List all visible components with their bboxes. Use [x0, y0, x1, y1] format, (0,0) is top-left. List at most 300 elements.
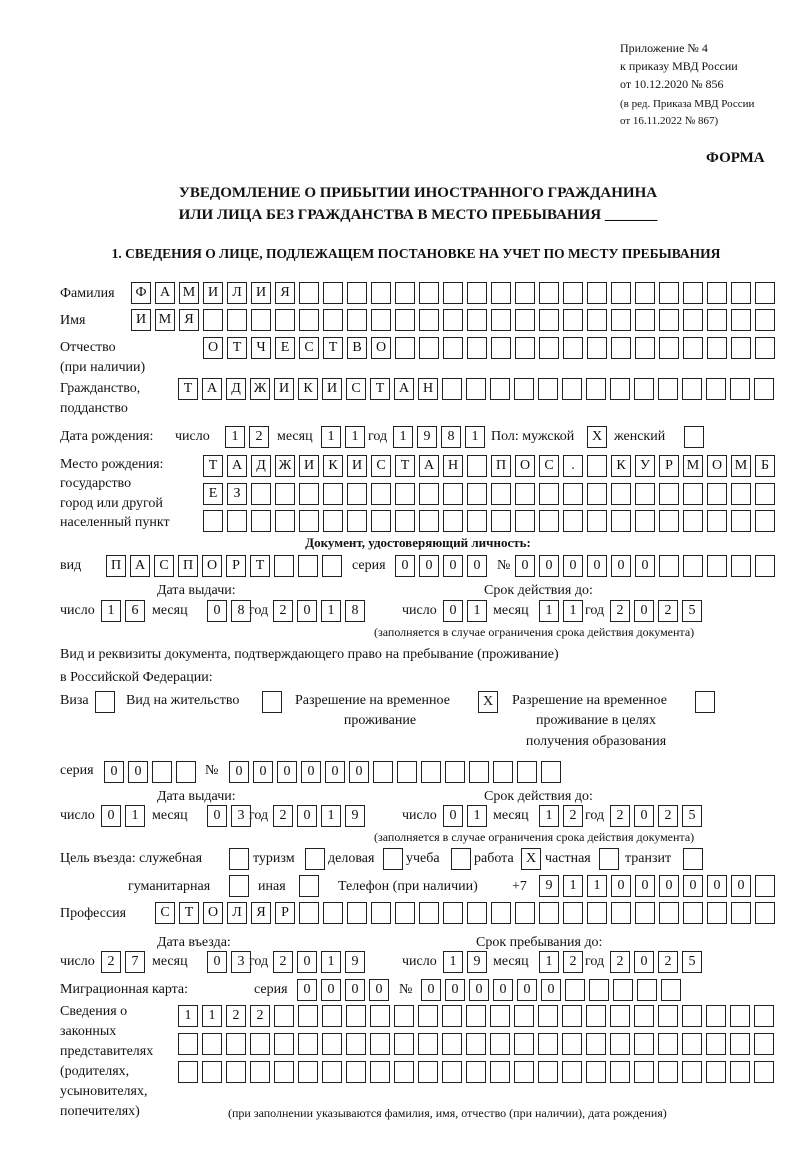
id-kind-cell[interactable]: П: [178, 555, 198, 577]
surname-cell[interactable]: [707, 282, 727, 304]
birth-place-2-cell[interactable]: З: [227, 483, 247, 505]
birth-place-2-cell[interactable]: Е: [203, 483, 223, 505]
id-valid-year-cell[interactable]: 2: [610, 600, 630, 622]
patronymic-cell[interactable]: [515, 337, 535, 359]
birth-day-cell[interactable]: 1: [225, 426, 245, 448]
birth-place-2-cell[interactable]: [515, 483, 535, 505]
profession-cell[interactable]: О: [203, 902, 223, 924]
birth-place-2-cell[interactable]: [731, 483, 751, 505]
reps-2-cell[interactable]: [754, 1033, 774, 1055]
id-issue-day-cell[interactable]: 6: [125, 600, 145, 622]
birth-place-1-cell[interactable]: И: [347, 455, 367, 477]
birth-place-2-cell[interactable]: [539, 483, 559, 505]
reps-3-cell[interactable]: [514, 1061, 534, 1083]
stay-month-cell[interactable]: 2: [563, 951, 583, 973]
reps-2-cell[interactable]: [490, 1033, 510, 1055]
rd-issue-year-cell[interactable]: 0: [297, 805, 317, 827]
id-kind-cell[interactable]: Р: [226, 555, 246, 577]
id-valid-year-cell[interactable]: 0: [634, 600, 654, 622]
mc-number-cell[interactable]: [565, 979, 585, 1001]
p-work-checkbox[interactable]: X: [521, 848, 541, 870]
p-tourism-checkbox[interactable]: [305, 848, 325, 870]
mc-series-cell[interactable]: 0: [369, 979, 389, 1001]
reps-3-cell[interactable]: [370, 1061, 390, 1083]
profession-cell[interactable]: [539, 902, 559, 924]
id-issue-month-cell[interactable]: 8: [231, 600, 251, 622]
reps-2-cell[interactable]: [730, 1033, 750, 1055]
birth-place-1-cell[interactable]: [587, 455, 607, 477]
reps-3-cell[interactable]: [490, 1061, 510, 1083]
reps-3-cell[interactable]: [466, 1061, 486, 1083]
reps-1-cell[interactable]: [706, 1005, 726, 1027]
rd-valid-year-cell[interactable]: 0: [634, 805, 654, 827]
reps-2-cell[interactable]: [298, 1033, 318, 1055]
rd-valid-year-cell[interactable]: 5: [682, 805, 702, 827]
name-cell[interactable]: [587, 309, 607, 331]
profession-cell[interactable]: [347, 902, 367, 924]
birth-place-3-cell[interactable]: [707, 510, 727, 532]
patronymic-cell[interactable]: С: [299, 337, 319, 359]
birth-place-1-cell[interactable]: Н: [443, 455, 463, 477]
birth-day-cell[interactable]: 2: [249, 426, 269, 448]
patronymic-cell[interactable]: Ч: [251, 337, 271, 359]
profession-cell[interactable]: Я: [251, 902, 271, 924]
reps-2-cell[interactable]: [538, 1033, 558, 1055]
birth-place-2-cell[interactable]: [611, 483, 631, 505]
surname-cell[interactable]: [755, 282, 775, 304]
reps-3-cell[interactable]: [226, 1061, 246, 1083]
patronymic-cell[interactable]: [611, 337, 631, 359]
birth-place-2-cell[interactable]: [275, 483, 295, 505]
mc-series-cell[interactable]: 0: [345, 979, 365, 1001]
profession-cell[interactable]: [707, 902, 727, 924]
profession-cell[interactable]: Т: [179, 902, 199, 924]
id-kind-cell[interactable]: А: [130, 555, 150, 577]
rd-number-cell[interactable]: [373, 761, 393, 783]
mc-number-cell[interactable]: [637, 979, 657, 1001]
reps-2-cell[interactable]: [274, 1033, 294, 1055]
p-business-checkbox[interactable]: [383, 848, 403, 870]
reps-2-cell[interactable]: [610, 1033, 630, 1055]
name-cell[interactable]: [611, 309, 631, 331]
patronymic-cell[interactable]: В: [347, 337, 367, 359]
birth-place-3-cell[interactable]: [683, 510, 703, 532]
name-cell[interactable]: [275, 309, 295, 331]
patronymic-cell[interactable]: Т: [227, 337, 247, 359]
surname-cell[interactable]: Л: [227, 282, 247, 304]
reps-1-cell[interactable]: 1: [178, 1005, 198, 1027]
name-cell[interactable]: Я: [179, 309, 199, 331]
birth-place-3-cell[interactable]: [491, 510, 511, 532]
profession-cell[interactable]: [587, 902, 607, 924]
surname-cell[interactable]: А: [155, 282, 175, 304]
birth-place-3-cell[interactable]: [731, 510, 751, 532]
p-private-checkbox[interactable]: [599, 848, 619, 870]
name-cell[interactable]: [467, 309, 487, 331]
citizenship-cell[interactable]: [490, 378, 510, 400]
id-series-cell[interactable]: 0: [419, 555, 439, 577]
patronymic-cell[interactable]: [539, 337, 559, 359]
birth-place-2-cell[interactable]: [299, 483, 319, 505]
birth-place-1-cell[interactable]: К: [611, 455, 631, 477]
rd-issue-month-cell[interactable]: 3: [231, 805, 251, 827]
birth-place-3-cell[interactable]: [563, 510, 583, 532]
profession-cell[interactable]: Л: [227, 902, 247, 924]
reps-2-cell[interactable]: [706, 1033, 726, 1055]
rd-number-cell[interactable]: 0: [229, 761, 249, 783]
reps-3-cell[interactable]: [586, 1061, 606, 1083]
name-cell[interactable]: [755, 309, 775, 331]
reps-1-cell[interactable]: [754, 1005, 774, 1027]
reps-3-cell[interactable]: [250, 1061, 270, 1083]
patronymic-cell[interactable]: [443, 337, 463, 359]
patronymic-cell[interactable]: Т: [323, 337, 343, 359]
patronymic-cell[interactable]: [707, 337, 727, 359]
surname-cell[interactable]: [323, 282, 343, 304]
stay-year-cell[interactable]: 2: [610, 951, 630, 973]
id-number-cell[interactable]: 0: [587, 555, 607, 577]
birth-place-1-cell[interactable]: .: [563, 455, 583, 477]
reps-2-cell[interactable]: [370, 1033, 390, 1055]
surname-cell[interactable]: [299, 282, 319, 304]
rd-issue-year-cell[interactable]: 9: [345, 805, 365, 827]
citizenship-cell[interactable]: И: [274, 378, 294, 400]
mc-number-cell[interactable]: 0: [469, 979, 489, 1001]
profession-cell[interactable]: [467, 902, 487, 924]
id-valid-year-cell[interactable]: 5: [682, 600, 702, 622]
p-study-checkbox[interactable]: [451, 848, 471, 870]
birth-place-1-cell[interactable]: Б: [755, 455, 775, 477]
birth-place-3-cell[interactable]: [443, 510, 463, 532]
rd-number-cell[interactable]: 0: [349, 761, 369, 783]
id-issue-month-cell[interactable]: 0: [207, 600, 227, 622]
surname-cell[interactable]: [659, 282, 679, 304]
birth-place-1-cell[interactable]: Р: [659, 455, 679, 477]
name-cell[interactable]: [419, 309, 439, 331]
citizenship-cell[interactable]: Т: [370, 378, 390, 400]
birth-place-2-cell[interactable]: [707, 483, 727, 505]
birth-place-1-cell[interactable]: Д: [251, 455, 271, 477]
birth-place-1-cell[interactable]: Ж: [275, 455, 295, 477]
mc-number-cell[interactable]: 0: [541, 979, 561, 1001]
birth-place-3-cell[interactable]: [755, 510, 775, 532]
name-cell[interactable]: [683, 309, 703, 331]
entry-day-cell[interactable]: 2: [101, 951, 121, 973]
p-humanitarian-checkbox[interactable]: [229, 875, 249, 897]
birth-place-2-cell[interactable]: [659, 483, 679, 505]
name-cell[interactable]: [731, 309, 751, 331]
reps-1-cell[interactable]: [274, 1005, 294, 1027]
id-number-cell[interactable]: [707, 555, 727, 577]
trp-checkbox[interactable]: X: [478, 691, 498, 713]
reps-3-cell[interactable]: [682, 1061, 702, 1083]
birth-place-3-cell[interactable]: [323, 510, 343, 532]
birth-place-2-cell[interactable]: [635, 483, 655, 505]
mc-series-cell[interactable]: 0: [321, 979, 341, 1001]
reps-3-cell[interactable]: [562, 1061, 582, 1083]
profession-cell[interactable]: С: [155, 902, 175, 924]
rd-valid-year-cell[interactable]: 2: [658, 805, 678, 827]
mc-series-cell[interactable]: 0: [297, 979, 317, 1001]
reps-2-cell[interactable]: [178, 1033, 198, 1055]
reps-3-cell[interactable]: [202, 1061, 222, 1083]
citizenship-cell[interactable]: Ж: [250, 378, 270, 400]
surname-cell[interactable]: М: [179, 282, 199, 304]
citizenship-cell[interactable]: [466, 378, 486, 400]
profession-cell[interactable]: [491, 902, 511, 924]
birth-place-1-cell[interactable]: У: [635, 455, 655, 477]
profession-cell[interactable]: Р: [275, 902, 295, 924]
reps-3-cell[interactable]: [346, 1061, 366, 1083]
phone-cell[interactable]: [755, 875, 775, 897]
name-cell[interactable]: [227, 309, 247, 331]
profession-cell[interactable]: [371, 902, 391, 924]
stay-year-cell[interactable]: 2: [658, 951, 678, 973]
id-number-cell[interactable]: 0: [611, 555, 631, 577]
reps-1-cell[interactable]: [370, 1005, 390, 1027]
birth-place-2-cell[interactable]: [347, 483, 367, 505]
citizenship-cell[interactable]: К: [298, 378, 318, 400]
phone-cell[interactable]: 1: [587, 875, 607, 897]
entry-day-cell[interactable]: 7: [125, 951, 145, 973]
birth-year-cell[interactable]: 1: [465, 426, 485, 448]
phone-cell[interactable]: 1: [563, 875, 583, 897]
stay-month-cell[interactable]: 1: [539, 951, 559, 973]
surname-cell[interactable]: [443, 282, 463, 304]
reps-3-cell[interactable]: [442, 1061, 462, 1083]
birth-place-2-cell[interactable]: [587, 483, 607, 505]
patronymic-cell[interactable]: [587, 337, 607, 359]
reps-1-cell[interactable]: [346, 1005, 366, 1027]
surname-cell[interactable]: [587, 282, 607, 304]
visa-checkbox[interactable]: [95, 691, 115, 713]
id-valid-year-cell[interactable]: 2: [658, 600, 678, 622]
mc-number-cell[interactable]: [589, 979, 609, 1001]
reps-1-cell[interactable]: [394, 1005, 414, 1027]
reps-1-cell[interactable]: [562, 1005, 582, 1027]
id-issue-year-cell[interactable]: 8: [345, 600, 365, 622]
entry-year-cell[interactable]: 2: [273, 951, 293, 973]
reps-2-cell[interactable]: [418, 1033, 438, 1055]
birth-place-1-cell[interactable]: О: [707, 455, 727, 477]
id-kind-cell[interactable]: С: [154, 555, 174, 577]
birth-place-3-cell[interactable]: [635, 510, 655, 532]
birth-place-2-cell[interactable]: [251, 483, 271, 505]
reps-3-cell[interactable]: [538, 1061, 558, 1083]
reps-2-cell[interactable]: [658, 1033, 678, 1055]
birth-place-3-cell[interactable]: [203, 510, 223, 532]
id-number-cell[interactable]: [731, 555, 751, 577]
id-kind-cell[interactable]: Т: [250, 555, 270, 577]
id-kind-cell[interactable]: [274, 555, 294, 577]
birth-place-1-cell[interactable]: А: [227, 455, 247, 477]
rd-number-cell[interactable]: 0: [277, 761, 297, 783]
rd-number-cell[interactable]: [493, 761, 513, 783]
citizenship-cell[interactable]: Н: [418, 378, 438, 400]
stay-day-cell[interactable]: 1: [443, 951, 463, 973]
surname-cell[interactable]: [347, 282, 367, 304]
reps-3-cell[interactable]: [418, 1061, 438, 1083]
reps-2-cell[interactable]: [442, 1033, 462, 1055]
surname-cell[interactable]: [563, 282, 583, 304]
reps-1-cell[interactable]: [730, 1005, 750, 1027]
surname-cell[interactable]: [371, 282, 391, 304]
birth-place-2-cell[interactable]: [419, 483, 439, 505]
reps-1-cell[interactable]: [586, 1005, 606, 1027]
rd-series-cell[interactable]: 0: [128, 761, 148, 783]
surname-cell[interactable]: И: [203, 282, 223, 304]
id-issue-year-cell[interactable]: 0: [297, 600, 317, 622]
citizenship-cell[interactable]: [754, 378, 774, 400]
id-number-cell[interactable]: 0: [563, 555, 583, 577]
birth-place-2-cell[interactable]: [563, 483, 583, 505]
mc-number-cell[interactable]: 0: [421, 979, 441, 1001]
reps-1-cell[interactable]: [490, 1005, 510, 1027]
reps-1-cell[interactable]: [442, 1005, 462, 1027]
patronymic-cell[interactable]: [731, 337, 751, 359]
birth-place-3-cell[interactable]: [299, 510, 319, 532]
reps-2-cell[interactable]: [226, 1033, 246, 1055]
birth-place-3-cell[interactable]: [275, 510, 295, 532]
id-number-cell[interactable]: [683, 555, 703, 577]
mc-number-cell[interactable]: 0: [445, 979, 465, 1001]
id-valid-month-cell[interactable]: 1: [539, 600, 559, 622]
citizenship-cell[interactable]: [610, 378, 630, 400]
reps-1-cell[interactable]: [514, 1005, 534, 1027]
reps-1-cell[interactable]: [610, 1005, 630, 1027]
reps-2-cell[interactable]: [250, 1033, 270, 1055]
name-cell[interactable]: [539, 309, 559, 331]
id-number-cell[interactable]: 0: [515, 555, 535, 577]
birth-place-1-cell[interactable]: Т: [395, 455, 415, 477]
rd-valid-year-cell[interactable]: 2: [610, 805, 630, 827]
name-cell[interactable]: [659, 309, 679, 331]
birth-place-3-cell[interactable]: [611, 510, 631, 532]
rd-valid-month-cell[interactable]: 2: [563, 805, 583, 827]
citizenship-cell[interactable]: [634, 378, 654, 400]
reps-3-cell[interactable]: [706, 1061, 726, 1083]
reps-2-cell[interactable]: [634, 1033, 654, 1055]
patronymic-cell[interactable]: [395, 337, 415, 359]
birth-place-1-cell[interactable]: К: [323, 455, 343, 477]
birth-place-3-cell[interactable]: [227, 510, 247, 532]
p-service-checkbox[interactable]: [229, 848, 249, 870]
rd-series-cell[interactable]: [176, 761, 196, 783]
reps-1-cell[interactable]: [466, 1005, 486, 1027]
birth-place-1-cell[interactable]: Т: [203, 455, 223, 477]
surname-cell[interactable]: Ф: [131, 282, 151, 304]
mc-number-cell[interactable]: [613, 979, 633, 1001]
birth-place-3-cell[interactable]: [539, 510, 559, 532]
citizenship-cell[interactable]: А: [202, 378, 222, 400]
birth-place-2-cell[interactable]: [755, 483, 775, 505]
patronymic-cell[interactable]: [563, 337, 583, 359]
surname-cell[interactable]: И: [251, 282, 271, 304]
profession-cell[interactable]: [323, 902, 343, 924]
p-other-checkbox[interactable]: [299, 875, 319, 897]
profession-cell[interactable]: [419, 902, 439, 924]
birth-place-3-cell[interactable]: [371, 510, 391, 532]
name-cell[interactable]: [635, 309, 655, 331]
citizenship-cell[interactable]: И: [322, 378, 342, 400]
profession-cell[interactable]: [563, 902, 583, 924]
surname-cell[interactable]: [467, 282, 487, 304]
trpe-checkbox[interactable]: [695, 691, 715, 713]
rd-issue-month-cell[interactable]: 0: [207, 805, 227, 827]
sex-female-checkbox[interactable]: [684, 426, 704, 448]
phone-cell[interactable]: 0: [611, 875, 631, 897]
id-kind-cell[interactable]: П: [106, 555, 126, 577]
reps-2-cell[interactable]: [682, 1033, 702, 1055]
birth-place-2-cell[interactable]: [323, 483, 343, 505]
name-cell[interactable]: [203, 309, 223, 331]
p-transit-checkbox[interactable]: [683, 848, 703, 870]
rd-number-cell[interactable]: [397, 761, 417, 783]
birth-year-cell[interactable]: 9: [417, 426, 437, 448]
reps-3-cell[interactable]: [610, 1061, 630, 1083]
rd-issue-day-cell[interactable]: 0: [101, 805, 121, 827]
profession-cell[interactable]: [635, 902, 655, 924]
reps-1-cell[interactable]: [322, 1005, 342, 1027]
birth-place-1-cell[interactable]: [467, 455, 487, 477]
birth-place-3-cell[interactable]: [467, 510, 487, 532]
name-cell[interactable]: [515, 309, 535, 331]
name-cell[interactable]: [371, 309, 391, 331]
name-cell[interactable]: И: [131, 309, 151, 331]
surname-cell[interactable]: [683, 282, 703, 304]
patronymic-cell[interactable]: О: [371, 337, 391, 359]
patronymic-cell[interactable]: [491, 337, 511, 359]
rd-number-cell[interactable]: [517, 761, 537, 783]
birth-place-1-cell[interactable]: М: [683, 455, 703, 477]
citizenship-cell[interactable]: [730, 378, 750, 400]
reps-2-cell[interactable]: [346, 1033, 366, 1055]
name-cell[interactable]: М: [155, 309, 175, 331]
reps-3-cell[interactable]: [658, 1061, 678, 1083]
patronymic-cell[interactable]: [755, 337, 775, 359]
name-cell[interactable]: [323, 309, 343, 331]
id-kind-cell[interactable]: О: [202, 555, 222, 577]
surname-cell[interactable]: [491, 282, 511, 304]
surname-cell[interactable]: [395, 282, 415, 304]
profession-cell[interactable]: [299, 902, 319, 924]
id-series-cell[interactable]: 0: [395, 555, 415, 577]
birth-month-cell[interactable]: 1: [321, 426, 341, 448]
rd-number-cell[interactable]: [445, 761, 465, 783]
rd-valid-day-cell[interactable]: 1: [467, 805, 487, 827]
reps-1-cell[interactable]: [298, 1005, 318, 1027]
birth-place-3-cell[interactable]: [659, 510, 679, 532]
id-valid-month-cell[interactable]: 1: [563, 600, 583, 622]
birth-place-1-cell[interactable]: М: [731, 455, 751, 477]
patronymic-cell[interactable]: Е: [275, 337, 295, 359]
id-number-cell[interactable]: [659, 555, 679, 577]
surname-cell[interactable]: Я: [275, 282, 295, 304]
id-kind-cell[interactable]: [322, 555, 342, 577]
reps-1-cell[interactable]: [538, 1005, 558, 1027]
citizenship-cell[interactable]: А: [394, 378, 414, 400]
profession-cell[interactable]: [395, 902, 415, 924]
rd-valid-day-cell[interactable]: 0: [443, 805, 463, 827]
phone-cell[interactable]: 0: [707, 875, 727, 897]
profession-cell[interactable]: [731, 902, 751, 924]
rd-number-cell[interactable]: 0: [253, 761, 273, 783]
reps-3-cell[interactable]: [322, 1061, 342, 1083]
id-valid-day-cell[interactable]: 0: [443, 600, 463, 622]
citizenship-cell[interactable]: [586, 378, 606, 400]
reps-3-cell[interactable]: [634, 1061, 654, 1083]
birth-place-3-cell[interactable]: [419, 510, 439, 532]
